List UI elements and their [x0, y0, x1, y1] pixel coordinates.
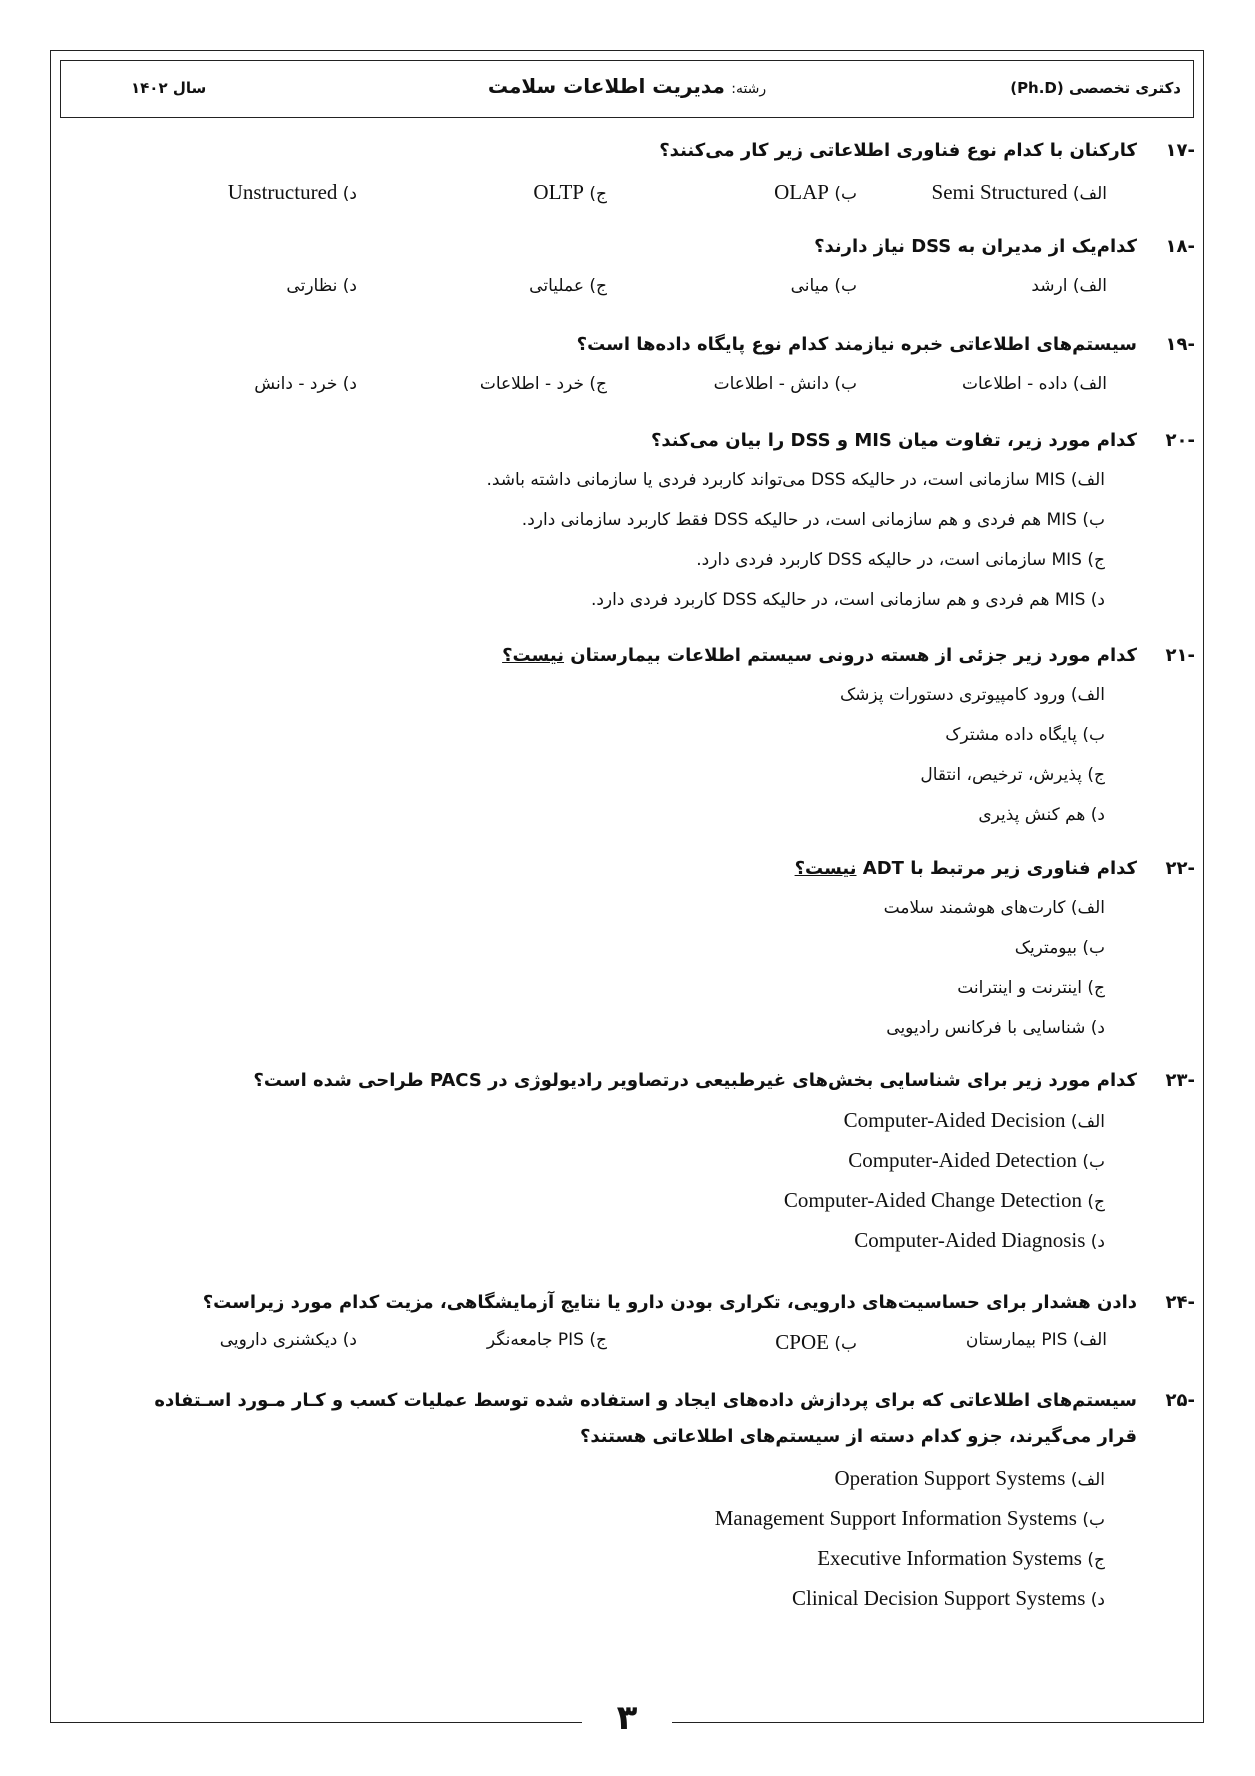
- option-d[interactable]: د) Unstructured: [227, 180, 357, 204]
- question-number: -۲۰: [1165, 430, 1195, 451]
- question-text: کدام مورد زیر، تفاوت میان MIS و DSS را بیان می‌کند؟: [650, 430, 1137, 451]
- question-text: کارکنان با کدام نوع فناوری اطلاعاتی زیر کار می‌کنند؟: [659, 140, 1137, 161]
- question-number: -۱۹: [1165, 334, 1195, 355]
- exam-header: [60, 60, 1194, 118]
- question-number: -۲۲: [1165, 858, 1195, 879]
- option-a[interactable]: الف) کارت‌های هوشمند سلامت: [883, 898, 1105, 918]
- question-19: [55, 334, 1195, 404]
- option-d[interactable]: د) Computer-Aided Diagnosis: [854, 1228, 1105, 1252]
- option-d[interactable]: د) MIS هم فردی و هم سازمانی است، در حالیکه DSS کاربرد فردی دارد.: [590, 590, 1105, 610]
- question-number: -۱۷: [1165, 140, 1195, 161]
- question-number: -۲۵: [1165, 1390, 1195, 1411]
- field-value: مدیریت اطلاعات سلامت: [487, 74, 725, 98]
- option-a[interactable]: الف) MIS سازمانی است، در حالیکه DSS می‌تواند کاربرد فردی یا سازمانی داشته باشد.: [486, 470, 1105, 490]
- option-c[interactable]: ج) Executive Information Systems: [817, 1546, 1105, 1570]
- option-d[interactable]: د) نظارتی: [286, 276, 357, 296]
- option-c[interactable]: ج) OLTP: [533, 180, 607, 204]
- question-text-line2: قرار می‌گیرند، جزو کدام دسته از سیستم‌های اطلاعاتی هستند؟: [579, 1426, 1137, 1447]
- exam-year: سال ۱۴۰۲: [131, 79, 207, 97]
- question-text: کدام مورد زیر جزئی از هسته درونی سیستم اطلاعات بیمارستان نیست؟: [502, 645, 1137, 666]
- question-text: سیستم‌های اطلاعاتی خبره نیازمند کدام نوع پایگاه داده‌ها است؟: [576, 334, 1137, 355]
- footer-rule-right: [672, 1722, 1204, 1723]
- negation-emphasis: نیست؟: [794, 858, 857, 879]
- option-b[interactable]: ب) OLAP: [774, 180, 857, 204]
- footer-rule-left: [50, 1722, 582, 1723]
- option-b[interactable]: ب) MIS هم فردی و هم سازمانی است، در حالیکه DSS فقط کاربرد سازمانی دارد.: [521, 510, 1105, 530]
- option-c[interactable]: ج) PIS جامعه‌نگر: [486, 1330, 607, 1350]
- question-text: دادن هشدار برای حساسیت‌های دارویی، تکراری بودن دارو یا نتایج آزمایشگاهی، مزیت کدام مورد زیراست؟: [202, 1292, 1137, 1313]
- option-b[interactable]: ب) Computer-Aided Detection: [848, 1148, 1105, 1172]
- option-b[interactable]: ب) CPOE: [775, 1330, 857, 1354]
- option-a[interactable]: الف) Operation Support Systems: [834, 1466, 1105, 1490]
- question-number: -۲۳: [1165, 1070, 1195, 1091]
- negation-emphasis: نیست؟: [502, 645, 565, 666]
- question-text: کدام فناوری زیر مرتبط با ADT نیست؟: [794, 858, 1137, 879]
- question-text: کدام مورد زیر برای شناسایی بخش‌های غیرطبیعی درتصاویر رادیولوژی در PACS طراحی شده است؟: [253, 1070, 1137, 1091]
- question-text: کدام‌یک از مدیران به DSS نیاز دارند؟: [814, 236, 1137, 257]
- option-d[interactable]: د) هم کنش پذیری: [978, 805, 1105, 825]
- option-a[interactable]: الف) ارشد: [1031, 276, 1107, 296]
- option-d[interactable]: د) Clinical Decision Support Systems: [791, 1586, 1105, 1610]
- question-number: -۱۸: [1165, 236, 1195, 257]
- option-c[interactable]: ج) اینترنت و اینترانت: [957, 978, 1105, 998]
- question-24: [55, 1292, 1195, 1362]
- question-18: [55, 236, 1195, 306]
- option-a[interactable]: الف) Semi Structured: [931, 180, 1107, 204]
- option-c[interactable]: ج) Computer-Aided Change Detection: [783, 1188, 1105, 1212]
- field-title: [61, 74, 1193, 98]
- option-b[interactable]: ب) میانی: [790, 276, 857, 296]
- option-d[interactable]: د) دیکشنری دارویی: [219, 1330, 357, 1350]
- question-21: [55, 645, 1195, 835]
- question-20: [55, 430, 1195, 620]
- degree-label: دکتری تخصصی (Ph.D): [1010, 79, 1181, 97]
- option-a[interactable]: الف) Computer-Aided Decision: [843, 1108, 1105, 1132]
- option-a[interactable]: الف) ورود کامپیوتری دستورات پزشک: [839, 685, 1105, 705]
- option-b[interactable]: ب) بیومتریک: [1014, 938, 1105, 958]
- field-label: رشته:: [731, 81, 767, 97]
- question-23: [55, 1070, 1195, 1270]
- option-d[interactable]: د) شناسایی با فرکانس رادیویی: [886, 1018, 1105, 1038]
- option-b[interactable]: ب) Management Support Information Systems: [714, 1506, 1105, 1530]
- option-d[interactable]: د) خرد - دانش: [254, 374, 357, 394]
- question-25: [55, 1390, 1195, 1630]
- question-22: [55, 858, 1195, 1048]
- option-a[interactable]: الف) داده - اطلاعات: [962, 374, 1107, 394]
- option-a[interactable]: الف) PIS بیمارستان: [965, 1330, 1107, 1350]
- option-c[interactable]: ج) پذیرش، ترخیص، انتقال: [920, 765, 1105, 785]
- question-number: -۲۴: [1165, 1292, 1195, 1313]
- question-text: سیستم‌های اطلاعاتی که برای پردازش داده‌های ایجاد و استفاده شده توسط عملیات کسب و کـار مـورد اسـتفاده: [154, 1390, 1137, 1411]
- option-c[interactable]: ج) خرد - اطلاعات: [479, 374, 607, 394]
- option-c[interactable]: ج) عملیاتی: [529, 276, 607, 296]
- question-number: -۲۱: [1165, 645, 1195, 666]
- question-17: [55, 140, 1195, 210]
- option-b[interactable]: ب) پایگاه داده مشترک: [945, 725, 1105, 745]
- page-number: ۳: [616, 1698, 638, 1738]
- option-b[interactable]: ب) دانش - اطلاعات: [713, 374, 857, 394]
- option-c[interactable]: ج) MIS سازمانی است، در حالیکه DSS کاربرد فردی دارد.: [696, 550, 1105, 570]
